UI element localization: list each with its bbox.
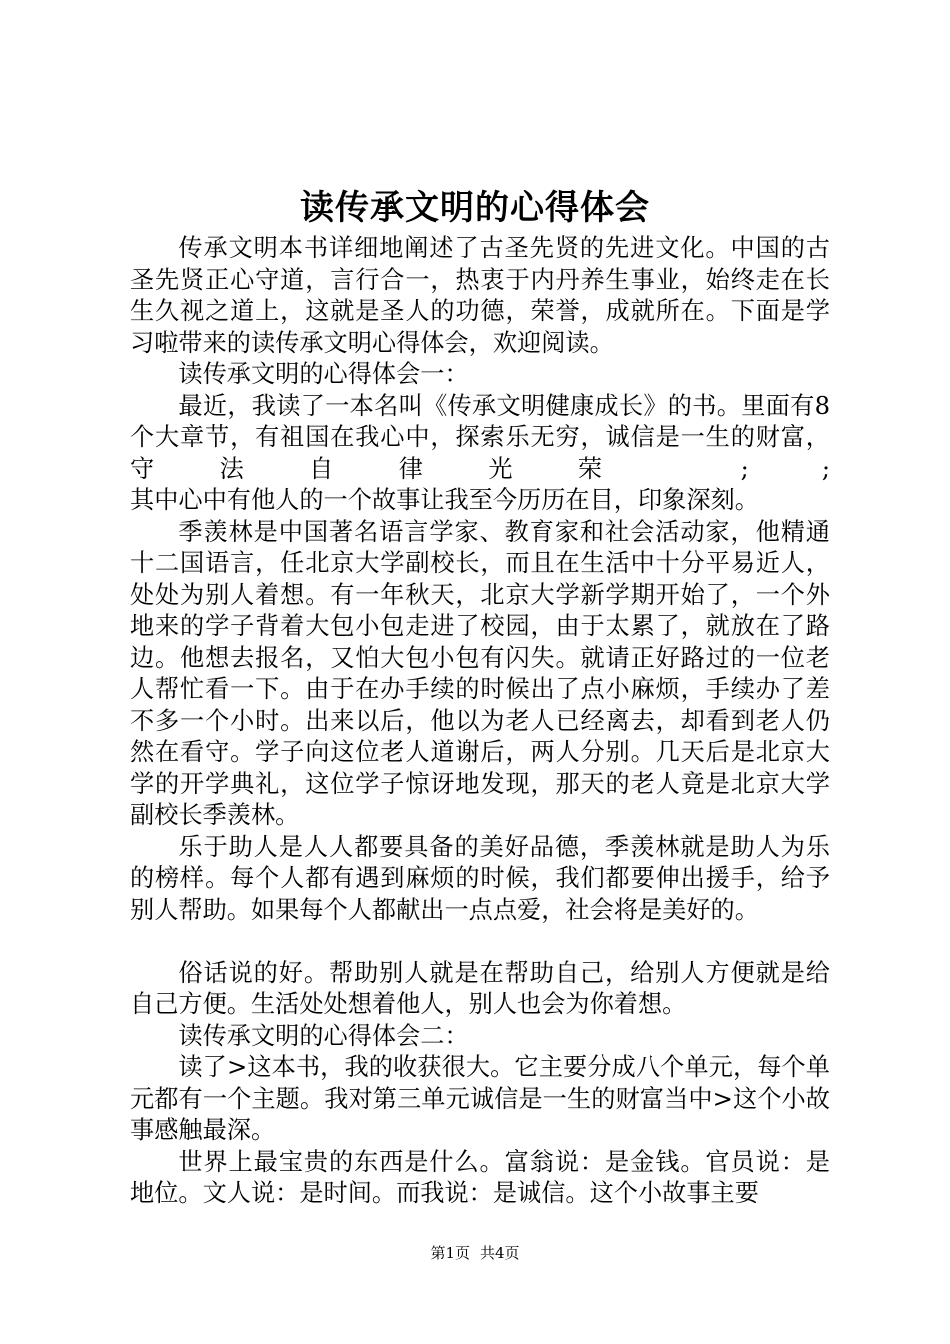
paragraph: 乐于助人是人人都要具备的美好品德，季羡林就是助人为乐的榜样。每个人都有遇到麻烦的时候，我们都要伸出援手，给予别人帮助。如果每个人都献出一点点爱，社会将是美好的。 — [130, 832, 830, 924]
page-total: 共4页 — [480, 1244, 520, 1262]
paragraph: 俗话说的好。帮助别人就是在帮助自己，给别人方便就是给自己方便。生活处处想着他人，别人也会为你着想。 — [130, 958, 830, 1018]
document-body — [130, 233, 830, 1210]
blank-line — [130, 926, 830, 958]
section-heading-one: 读传承文明的心得体会一： — [178, 360, 469, 388]
paragraph: 季羡林是中国著名语言学家、教育家和社会活动家，他精通十二国语言，任北京大学副校长，而且在生活中十分平易近人，处处为别人着想。有一年秋天，北京大学新学期开始了，一个外地来的学子背着大包小包走进了校园，由于太累了，就放在了路边。他想去报名，又怕大包小包有闪失。就请正好路过的一位老人帮忙看一下。由于在办手续的时候出了点小麻烦，手续办了差不多一个小时。出来以后，他以为老人已经离去，却看到老人仍然在看守。学子向这位老人道谢后，两人分别。几天后是北京大学的开学典礼，这位学子惊讶地发现，那天的老人竟是北京大学副校长季羡林。 — [130, 517, 830, 829]
paragraph-intro: 传承文明本书详细地阐述了古圣先贤的先进文化。中国的古圣先贤正心守道，言行合一，热衷于内丹养生事业，始终走在长生久视之道上，这就是圣人的功德，荣誉，成就所在。下面是学习啦带来的读传承文明心得体会，欢迎阅读。 — [130, 234, 830, 357]
page-footer — [0, 1242, 950, 1264]
paragraph: 读了>这本书，我的收获很大。它主要分成八个单元，每个单元都有一个主题。我对第三单元诚信是一生的财富当中>这个小故事感触最深。 — [130, 1053, 830, 1144]
page-number: 第1页 — [430, 1244, 470, 1262]
section-heading-two: 读传承文明的心得体会二： — [178, 1021, 469, 1050]
paragraph: 世界上最宝贵的东西是什么。富翁说：是金钱。官员说：是地位。文人说：是时间。而我说：是诚信。这个小故事主要 — [130, 1147, 830, 1207]
document-title: 读传承文明的心得体会 — [300, 188, 650, 228]
paragraph: 最近，我读了一本名叫《传承文明健康成长》的书。里面有8个大章节，有祖国在我心中，探索乐无穷，诚信是一生的财富，守法自律光荣 ; ; — [130, 391, 830, 483]
paragraph: 其中心中有他人的一个故事让我至今历历在目，印象深刻。 — [130, 486, 759, 514]
